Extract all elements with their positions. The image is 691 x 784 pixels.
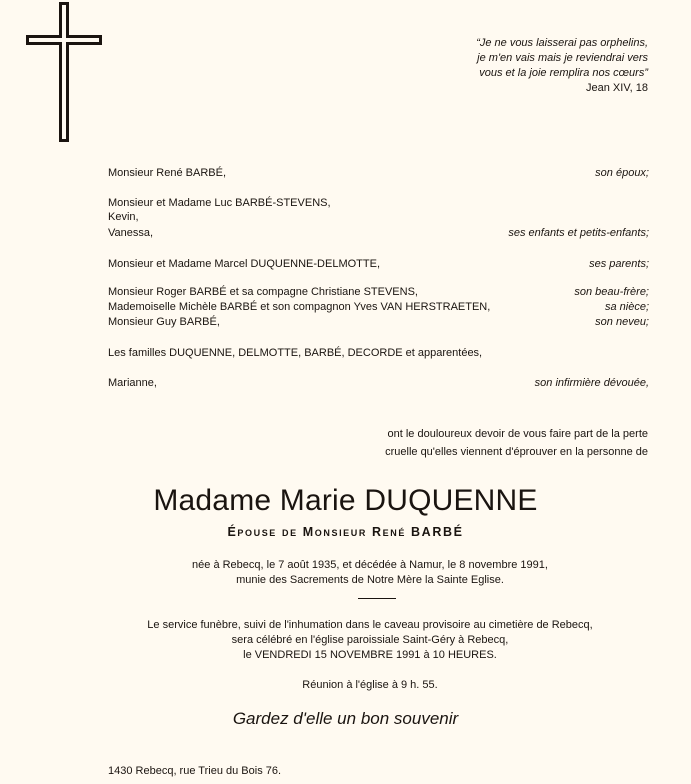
family-row <box>108 210 649 224</box>
meeting-line: Réunion à l'église à 9 h. 55. <box>302 679 438 691</box>
family-name: Monsieur et Madame Luc BARBÉ-STEVENS, <box>108 197 331 209</box>
quote-line: je m'en vais mais je reviendrai vers <box>477 52 648 64</box>
announcement <box>300 425 648 461</box>
family-relation: sa nièce; <box>604 301 649 313</box>
family-name: Monsieur Roger BARBÉ et sa compagne Christiane STEVENS, <box>108 286 418 298</box>
family-name: Monsieur et Madame Marcel DUQUENNE-DELMOTTE, <box>108 258 381 270</box>
family-row <box>108 166 649 180</box>
family-relation: son neveu; <box>595 316 649 328</box>
farewell-message: Gardez d'elle un bon souvenir <box>232 709 459 728</box>
deceased-spouse: Épouse de Monsieur René BARBÉ <box>227 525 464 539</box>
service-line: Le service funèbre, suivi de l'inhumation dans le caveau provisoire au cimetière de Rebecq, <box>147 619 593 631</box>
family-name: Mademoiselle Michèle BARBÉ et son compagnon Yves VAN HERSTRAETEN, <box>108 301 491 313</box>
family-row <box>108 226 649 240</box>
quote-reference: Jean XIV, 18 <box>586 82 648 94</box>
family-name: Monsieur René BARBÉ, <box>108 167 226 179</box>
family-relation: ses enfants et petits-enfants; <box>508 227 649 239</box>
family-name: Les familles DUQUENNE, DELMOTTE, BARBÉ, DECORDE et apparentées, <box>108 347 483 359</box>
family-row <box>108 315 649 329</box>
cross-icon <box>26 2 102 142</box>
family-name: Marianne, <box>108 377 157 389</box>
family-row <box>108 257 649 271</box>
family-row <box>108 196 649 210</box>
family-name: Vanessa, <box>108 227 154 239</box>
life-dates <box>90 558 650 588</box>
quote-line: vous et la joie remplira nos cœurs” <box>479 67 648 79</box>
family-row <box>108 300 649 314</box>
service-line: le VENDREDI 15 NOVEMBRE 1991 à 10 HEURES. <box>243 649 497 661</box>
meeting-info <box>90 678 650 693</box>
family-name: Monsieur Guy BARBÉ, <box>108 316 220 328</box>
family-relation: son époux; <box>595 167 649 179</box>
family-name: Kevin, <box>108 211 139 223</box>
life-line: munie des Sacrements de Notre Mère la Sainte Eglise. <box>236 574 504 586</box>
divider <box>358 598 396 599</box>
announcement-line: ont le douloureux devoir de vous faire part de la perte <box>387 428 648 440</box>
family-row <box>108 285 649 299</box>
family-row <box>108 376 649 390</box>
family-relation: ses parents; <box>589 258 649 270</box>
announcement-line: cruelle qu'elles viennent d'éprouver en la personne de <box>385 446 648 458</box>
family-relation: son infirmière dévouée, <box>534 377 649 389</box>
family-row <box>108 346 649 360</box>
deceased-name: Madame Marie DUQUENNE <box>153 484 538 517</box>
family-relation: son beau-frère; <box>574 286 649 298</box>
bible-quote <box>380 36 648 96</box>
quote-line: “Je ne vous laisserai pas orphelins, <box>476 37 648 49</box>
address: 1430 Rebecq, rue Trieu du Bois 76. <box>108 765 282 777</box>
service-details <box>90 618 650 663</box>
life-line: née à Rebecq, le 7 août 1935, et décédée à Namur, le 8 novembre 1991, <box>192 559 548 571</box>
service-line: sera célébré en l'église paroissiale Saint-Géry à Rebecq, <box>231 634 509 646</box>
